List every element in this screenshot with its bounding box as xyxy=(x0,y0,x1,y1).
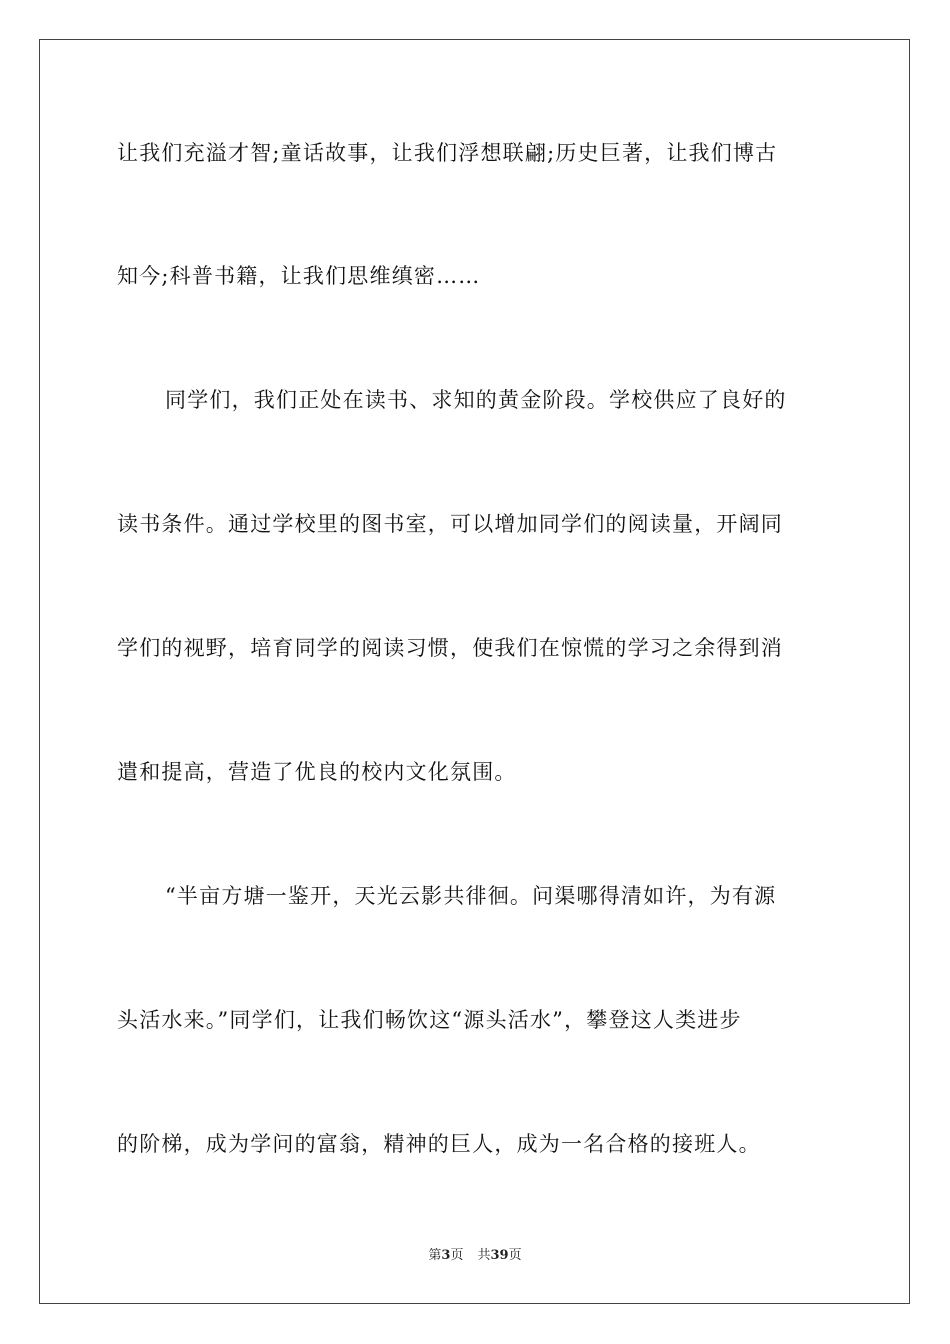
paragraph-start-line: “半亩方塘一鉴开，天光云影共徘徊。问渠哪得清如许，为有源 xyxy=(165,884,777,908)
body-text-line: 知今;科普书籍，让我们思维缜密…… xyxy=(117,264,481,288)
body-text-line: 头活水来。”同学们，让我们畅饮这“源头活水”，攀登这人类进步 xyxy=(117,1008,742,1032)
paragraph-start-line: 同学们，我们正处在读书、求知的黄金阶段。学校供应了良好的 xyxy=(165,388,787,412)
body-text-line: 读书条件。通过学校里的图书室，可以增加同学们的阅读量，开阔同 xyxy=(117,512,783,536)
body-text-line: 学们的视野，培育同学的阅读习惯，使我们在惊慌的学习之余得到消 xyxy=(117,636,783,660)
body-text-line: 的阶梯，成为学问的富翁，精神的巨人，成为一名合格的接班人。 xyxy=(117,1132,761,1156)
total-suffix: 页 xyxy=(508,1248,522,1263)
page-suffix: 页 xyxy=(450,1248,464,1263)
page-footer xyxy=(0,1247,950,1265)
total-prefix: 共 xyxy=(477,1248,491,1263)
page-number: 3 xyxy=(441,1248,451,1263)
page-border xyxy=(39,39,910,1304)
body-text-line: 让我们充溢才智;童话故事，让我们浮想联翩;历史巨著，让我们博古 xyxy=(117,141,778,165)
total-pages: 39 xyxy=(490,1248,509,1263)
page-prefix: 第 xyxy=(428,1248,442,1263)
body-text-line: 遣和提高，营造了优良的校内文化氛围。 xyxy=(117,760,517,784)
